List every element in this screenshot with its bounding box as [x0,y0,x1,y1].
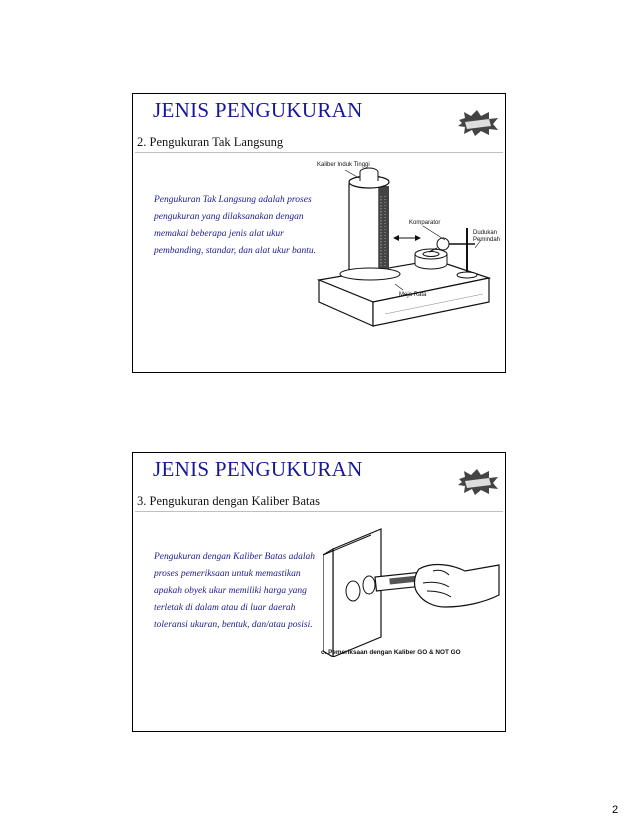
limit-gauge-illustration [323,525,501,657]
slide-description: Pengukuran dengan Kaliber Batas adalah proses pemeriksaan untuk memastikan apakah obyek ukur memiliki harga yang terletak di dalam atau di luar daerah toleransi ukuran, bentuk, dan/atau posisi. [154,552,315,630]
page-number: 2 [612,804,619,816]
label-comparator: Komparator [409,220,441,226]
divider [135,511,503,512]
label-height-gauge: Kaliber Induk Tinggi [317,162,370,168]
label-table: Meja Rata [399,292,427,298]
slide-subtitle: 3. Pengukuran dengan Kaliber Batas [137,494,320,508]
slide-1 [132,93,506,373]
new-badge-icon [457,110,499,136]
height-gauge-illustration [315,156,501,336]
slide-description: Pengukuran Tak Langsung adalah proses pengukuran yang dilaksanakan dengan memakai beberapa jenis alat ukur pembanding, standar, dan alat ukur bantu. [154,195,317,256]
label-stand: Dudukan Pemindah [473,230,501,243]
slide-subtitle: 2. Pengukuran Tak Langsung [137,135,284,149]
new-badge-icon [457,469,499,495]
slide-2 [132,452,506,732]
slide-title: JENIS PENGUKURAN [153,98,363,122]
divider [135,152,503,153]
figure-caption: c. Pemeriksaan dengan Kaliber GO & NOT GO [321,649,461,656]
slide-title: JENIS PENGUKURAN [153,457,363,481]
